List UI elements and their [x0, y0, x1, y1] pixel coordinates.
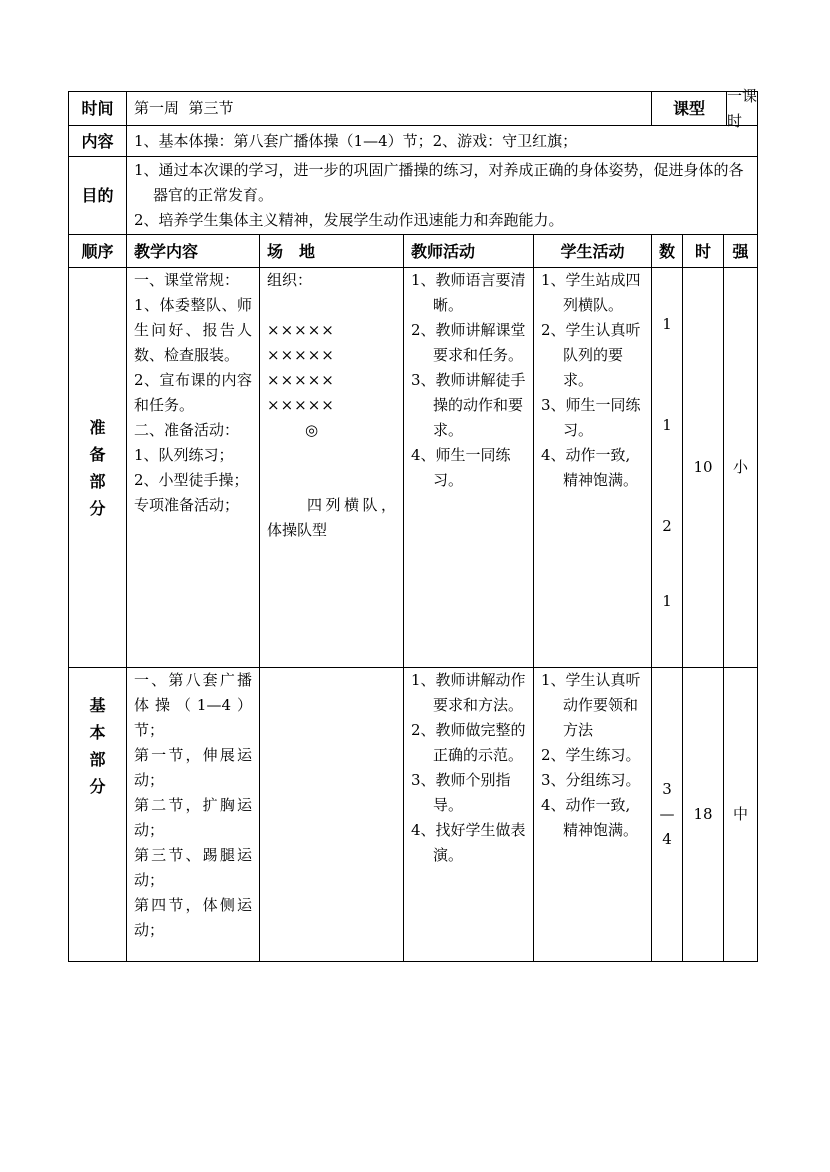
prep-venue — [260, 268, 404, 668]
type-value: 一课时 — [727, 86, 758, 130]
col-time: 时 — [683, 235, 724, 268]
list-item: 2、教师讲解课堂要求和任务。 — [411, 321, 526, 364]
prep-intensity: 小 — [724, 268, 758, 668]
time-row — [69, 92, 758, 126]
list-item: 2、宣布课的内容和任务。 — [134, 371, 252, 414]
basic-teaching — [127, 668, 260, 962]
col-order: 顺序 — [69, 235, 127, 268]
venue-title: 组织： — [267, 271, 313, 289]
prep-counts — [652, 268, 683, 668]
list-item: 1、教师语言要清晰。 — [411, 271, 526, 314]
prep-teacher — [404, 268, 534, 668]
formation-row: ××××× — [267, 371, 335, 389]
section-char: 部 — [89, 750, 106, 769]
goal-text — [127, 157, 758, 235]
list-item: 4、找好学生做表演。 — [411, 821, 526, 864]
column-header-row — [69, 235, 758, 268]
prep-student — [534, 268, 652, 668]
list-item: 3、分组练习。 — [541, 771, 641, 789]
basic-section-label — [69, 668, 127, 962]
goal-line: 2、培养学生集体主义精神，发展学生动作迅速能力和奔跑能力。 — [134, 211, 564, 229]
basic-row — [69, 668, 758, 962]
content-label: 内容 — [69, 126, 127, 157]
list-item: 4、动作一致,精神饱满。 — [541, 446, 639, 489]
section-char: 准 — [89, 417, 106, 437]
formation-row: ××××× — [267, 346, 335, 364]
list-item: 3、师生一同练习。 — [541, 396, 641, 439]
list-item: 第三节、踢腿运动； — [134, 846, 252, 889]
venue-caption: 四列横队，体操队型 — [267, 496, 396, 539]
prep-section-label — [69, 268, 127, 668]
list-item: 1、学生认真听动作要领和方法 — [541, 671, 641, 739]
list-item: 1、体委整队、师生问好、报告人数、检查服装。 — [134, 296, 252, 364]
count-value: 1 — [662, 592, 672, 610]
section-char: 本 — [89, 723, 106, 742]
count-value: 1 — [662, 416, 672, 434]
count-value: 2 — [662, 517, 672, 535]
list-item: 一、课堂常规： — [134, 271, 240, 289]
section-char: 分 — [89, 498, 106, 518]
basic-teacher — [404, 668, 534, 962]
prep-teaching — [127, 268, 260, 668]
formation-row: ××××× — [267, 321, 335, 339]
col-teacher: 教师活动 — [404, 235, 534, 268]
list-item: 2、小型徒手操； — [134, 471, 249, 489]
time-value — [127, 92, 652, 126]
content-row — [69, 126, 758, 157]
list-item: 2、教师做完整的正确的示范。 — [411, 721, 526, 764]
col-count: 数 — [652, 235, 683, 268]
basic-venue — [260, 668, 404, 962]
count-value: 1 — [662, 315, 672, 333]
section-char: 备 — [89, 444, 106, 464]
type-cell — [652, 86, 758, 130]
col-teaching: 教学内容 — [127, 235, 260, 268]
col-student: 学生活动 — [534, 235, 652, 268]
formation-row: ××××× — [267, 396, 335, 414]
section-char: 分 — [89, 777, 106, 796]
list-item: 一、第八套广播体操（1—4）节； — [134, 671, 252, 739]
list-item: 1、学生站成四列横队。 — [541, 271, 641, 314]
lesson-plan-table — [68, 86, 758, 962]
list-item: 第一节，伸展运动； — [134, 746, 252, 789]
list-item: 4、师生一同练习。 — [411, 446, 511, 489]
list-item: 1、教师讲解动作要求和方法。 — [411, 671, 526, 714]
teacher-position-symbol: ◎ — [305, 421, 319, 439]
list-item: 3、教师讲解徒手操的动作和要求。 — [411, 371, 526, 439]
col-venue: 场 地 — [260, 235, 404, 268]
col-intensity: 强 — [724, 235, 758, 268]
count-value: 4 — [662, 830, 672, 848]
section-char: 部 — [89, 471, 106, 491]
list-item: 2、学生练习。 — [541, 746, 641, 764]
list-item: 第二节，扩胸运动； — [134, 796, 252, 839]
goal-label: 目的 — [69, 157, 127, 235]
count-value: — — [659, 805, 675, 823]
time-label: 时间 — [69, 92, 127, 126]
list-item: 3、教师个别指导。 — [411, 771, 511, 814]
time-value-text: 第一周 第三节 — [134, 99, 234, 117]
list-item: 第四节，体侧运动； — [134, 896, 252, 939]
list-item: 二、准备活动： — [134, 421, 240, 439]
goal-row — [69, 157, 758, 235]
list-item: 4、动作一致,精神饱满。 — [541, 796, 639, 839]
basic-student — [534, 668, 652, 962]
section-char: 基 — [89, 696, 106, 715]
list-item: 专项准备活动； — [134, 496, 240, 514]
basic-intensity: 中 — [724, 668, 758, 962]
basic-counts — [652, 668, 683, 962]
type-label: 课型 — [652, 92, 727, 125]
goal-line: 1、通过本次课的学习，进一步的巩固广播操的练习，对养成正确的身体姿势，促进身体的各器官的正常发育。 — [134, 161, 744, 204]
list-item: 1、队列练习； — [134, 446, 234, 464]
prep-time: 10 — [683, 268, 724, 668]
count-value: 3 — [662, 780, 672, 798]
basic-time: 18 — [683, 668, 724, 962]
content-value: 1、基本体操：第八套广播体操（1—4）节；2、游戏：守卫红旗； — [127, 126, 758, 157]
prep-row — [69, 268, 758, 668]
list-item: 2、学生认真听队列的要求。 — [541, 321, 641, 389]
